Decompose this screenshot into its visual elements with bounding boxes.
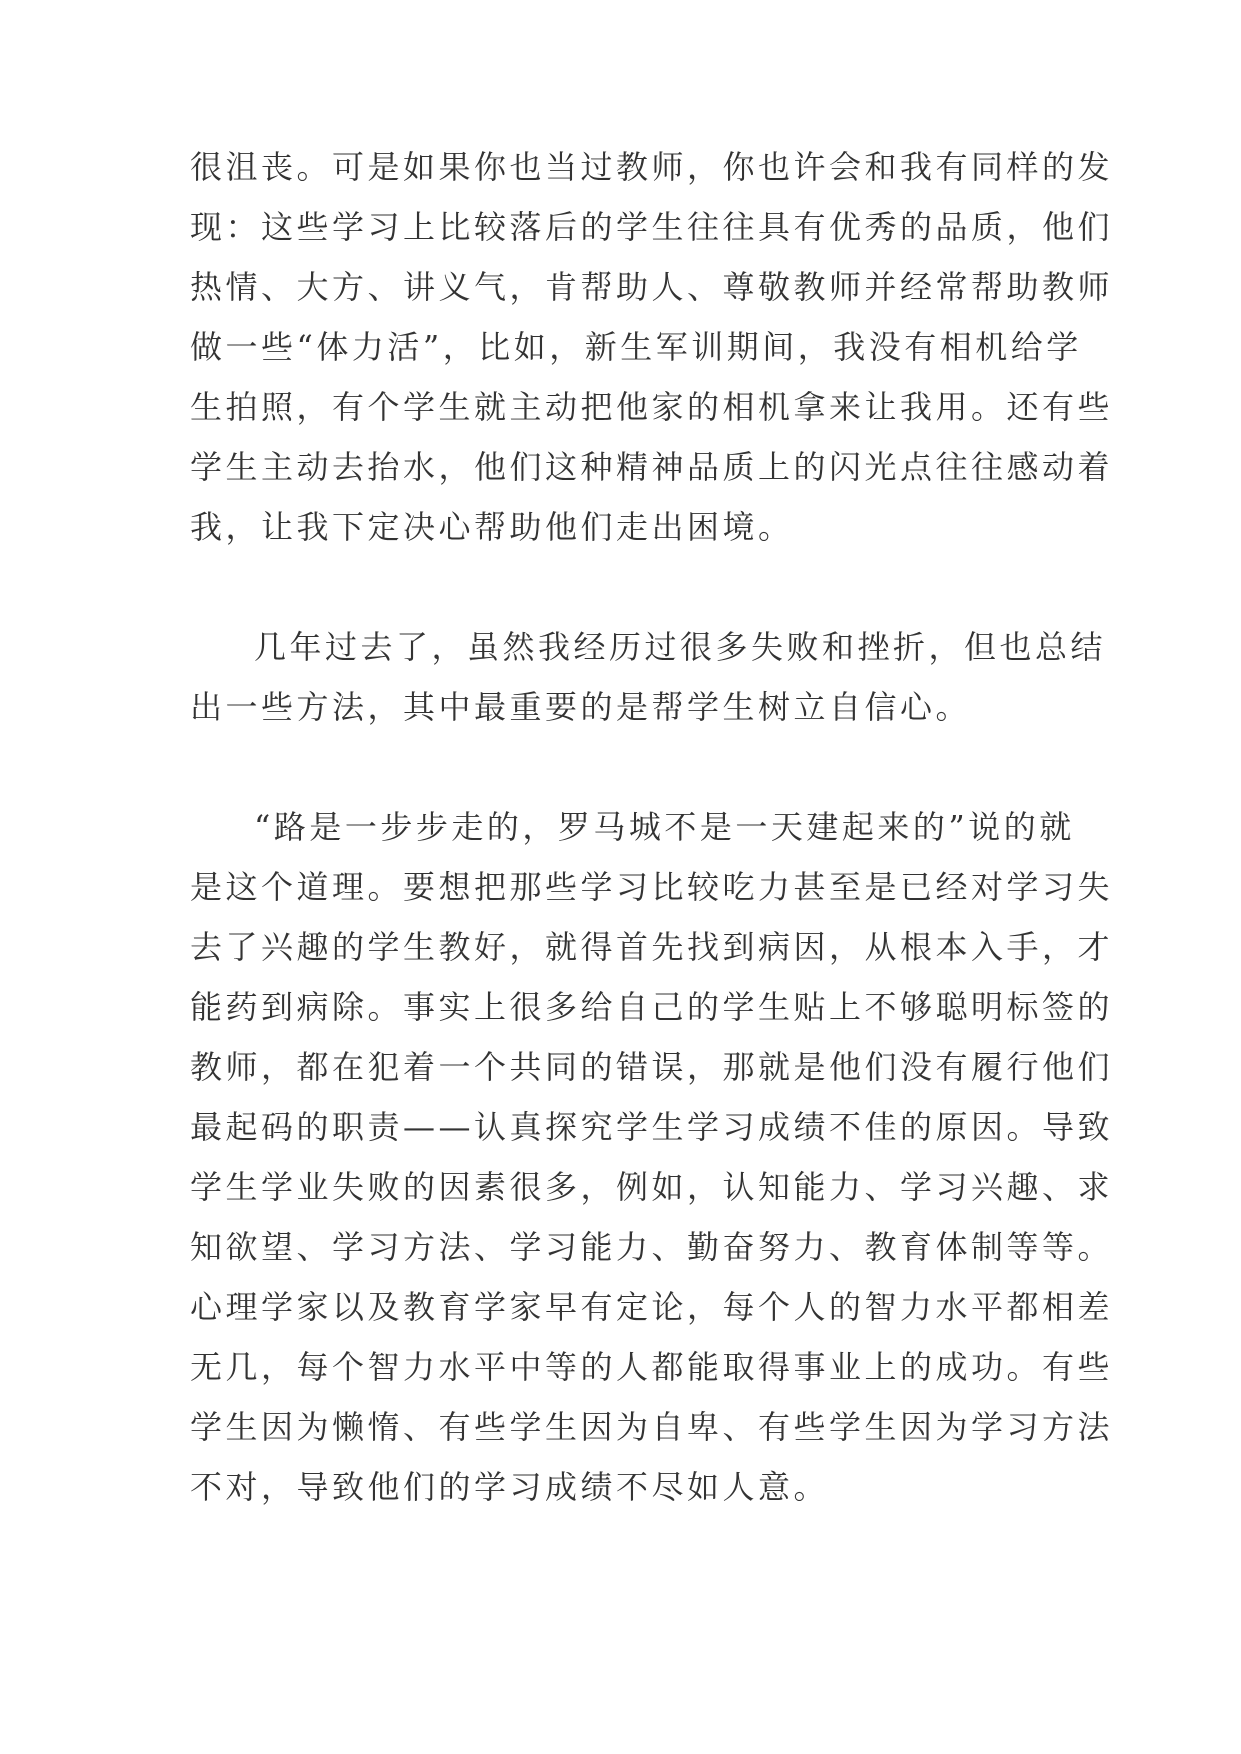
text-line: 几年过去了，虽然我经历过很多失败和挫折，但也总结 xyxy=(254,628,1107,666)
text-line: 教师，都在犯着一个共同的错误，那就是他们没有履行他们 xyxy=(190,1048,1114,1086)
paragraph-2 xyxy=(190,617,1107,737)
paragraph-3 xyxy=(190,797,1114,1517)
text-line: 是这个道理。要想把那些学习比较吃力甚至是已经对学习失 xyxy=(190,868,1114,906)
text-line: 知欲望、学习方法、学习能力、勤奋努力、教育体制等等。 xyxy=(190,1228,1114,1266)
text-line: 无几，每个智力水平中等的人都能取得事业上的成功。有些 xyxy=(190,1348,1114,1386)
text-line: 现：这些学习上比较落后的学生往往具有优秀的品质，他们 xyxy=(190,208,1114,246)
text-line: 生拍照，有个学生就主动把他家的相机拿来让我用。还有些 xyxy=(190,388,1114,426)
text-line: 很沮丧。可是如果你也当过教师，你也许会和我有同样的发 xyxy=(190,148,1114,186)
text-line: 热情、大方、讲义气，肯帮助人、尊敬教师并经常帮助教师 xyxy=(190,268,1114,306)
paragraph-1 xyxy=(190,137,1114,557)
text-line: 不对，导致他们的学习成绩不尽如人意。 xyxy=(190,1468,830,1506)
text-line: 学生主动去抬水，他们这种精神品质上的闪光点往往感动着 xyxy=(190,448,1114,486)
text-line: 心理学家以及教育学家早有定论，每个人的智力水平都相差 xyxy=(190,1288,1114,1326)
text-line: 最起码的职责——认真探究学生学习成绩不佳的原因。导致 xyxy=(190,1108,1114,1146)
text-line: 我，让我下定决心帮助他们走出困境。 xyxy=(190,508,794,546)
text-line: 做一些“体力活”，比如，新生军训期间，我没有相机给学 xyxy=(190,328,1082,366)
text-line: 去了兴趣的学生教好，就得首先找到病因，从根本入手，才 xyxy=(190,928,1114,966)
text-line: 能药到病除。事实上很多给自己的学生贴上不够聪明标签的 xyxy=(190,988,1114,1026)
text-line: 学生因为懒惰、有些学生因为自卑、有些学生因为学习方法 xyxy=(190,1408,1114,1446)
text-line: 学生学业失败的因素很多，例如，认知能力、学习兴趣、求 xyxy=(190,1168,1114,1206)
text-line: 出一些方法，其中最重要的是帮学生树立自信心。 xyxy=(190,688,972,726)
text-line: “路是一步步走的，罗马城不是一天建起来的”说的就 xyxy=(254,808,1075,846)
